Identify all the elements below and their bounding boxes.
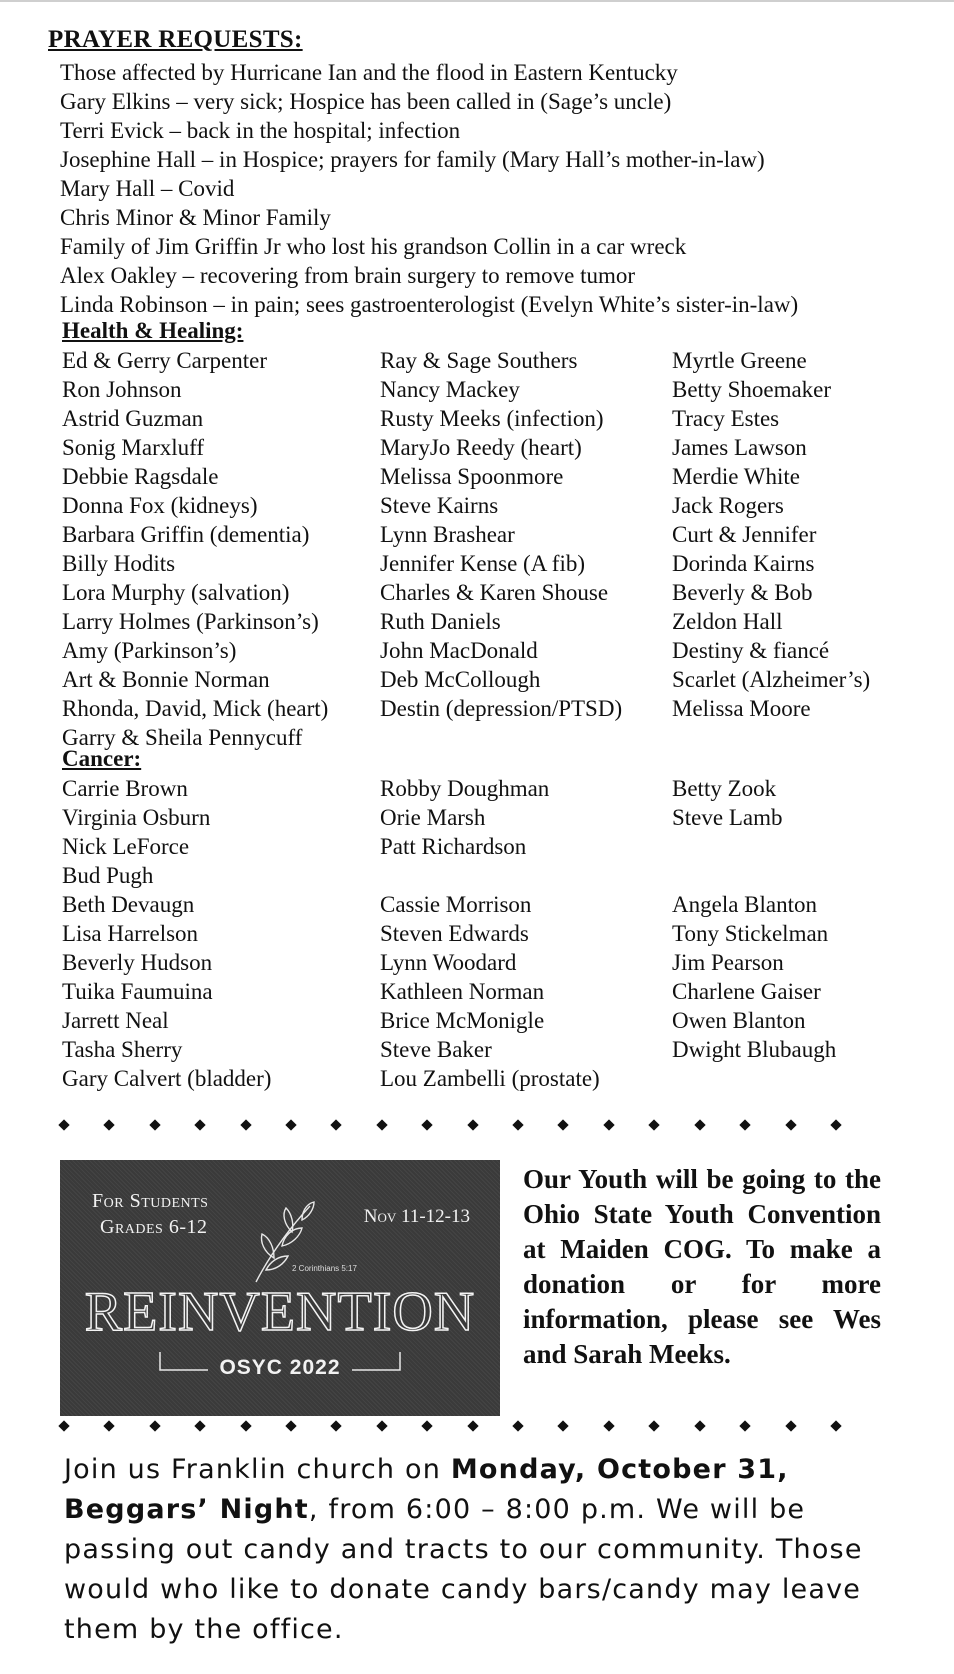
health-list-item: Steve Kairns: [380, 493, 499, 518]
health-list-item: Donna Fox (kidneys): [62, 493, 258, 518]
health-list-item: Barbara Griffin (dementia): [62, 522, 310, 547]
diamond-bullet-icon: [58, 1119, 69, 1130]
health-list-item: John MacDonald: [380, 638, 538, 663]
cancer-list-item: Dwight Blubaugh: [672, 1037, 837, 1062]
cancer-list-item: Gary Calvert (bladder): [62, 1066, 272, 1091]
cancer-list-item: Jim Pearson: [672, 950, 784, 975]
diamond-bullet-icon: [649, 1119, 660, 1130]
health-column-3: [672, 346, 870, 723]
health-list-item: Destin (depression/PTSD): [380, 696, 623, 721]
diamond-bullet-icon: [785, 1420, 796, 1431]
banner-subtitle: OSYC 2022: [219, 1356, 341, 1379]
cancer-list-item: Virginia Osburn: [62, 805, 211, 830]
health-list-item: Curt & Jennifer: [672, 522, 817, 547]
health-list-item: Dorinda Kairns: [672, 551, 815, 576]
diamond-bullet-icon: [785, 1119, 796, 1130]
cancer-list-item: Betty Zook: [672, 776, 777, 801]
banner-students-label: [92, 1188, 208, 1240]
health-list-item: Lora Murphy (salvation): [62, 580, 290, 605]
health-list-item: Betty Shoemaker: [672, 377, 832, 402]
diamond-bullet-icon: [240, 1420, 251, 1431]
cancer-group2-column-3: [672, 890, 836, 1064]
cancer-list-item: Nick LeForce: [62, 834, 190, 859]
health-list-item: Beverly & Bob: [672, 580, 813, 605]
health-list-item: Melissa Moore: [672, 696, 811, 721]
health-list-item: Ray & Sage Southers: [380, 348, 578, 373]
diamond-divider-top: [60, 1117, 840, 1133]
prayer-request-item: Terri Evick – back in the hospital; infection: [60, 118, 461, 143]
health-list-item: James Lawson: [672, 435, 807, 460]
health-list-item: Zeldon Hall: [672, 609, 783, 634]
cancer-list-item: Tasha Sherry: [62, 1037, 183, 1062]
health-list-item: Jack Rogers: [672, 493, 784, 518]
diamond-bullet-icon: [512, 1119, 523, 1130]
cancer-list-item: Robby Doughman: [380, 776, 550, 801]
announcement-text-start: Join us Franklin church on: [64, 1454, 451, 1485]
prayer-requests-heading: PRAYER REQUESTS:: [48, 26, 303, 53]
cancer-group1-column-1: [62, 774, 210, 890]
health-list-item: Merdie White: [672, 464, 800, 489]
cancer-heading: Cancer:: [62, 746, 142, 771]
health-column-1: [62, 346, 328, 752]
health-list-item: Larry Holmes (Parkinson’s): [62, 609, 319, 634]
health-list-item: Garry & Sheila Pennycuff: [62, 725, 303, 750]
health-list-item: Tracy Estes: [672, 406, 780, 431]
diamond-bullet-icon: [285, 1420, 296, 1431]
diamond-bullet-icon: [830, 1119, 841, 1130]
prayer-request-item: Those affected by Hurricane Ian and the flood in Eastern Kentucky: [60, 60, 678, 85]
health-list-item: MaryJo Reedy (heart): [380, 435, 582, 460]
health-list-item: Art & Bonnie Norman: [62, 667, 270, 692]
health-list-item: Ron Johnson: [62, 377, 182, 402]
cancer-list-item: Lou Zambelli (prostate): [380, 1066, 600, 1091]
cancer-list-item: Bud Pugh: [62, 863, 154, 888]
prayer-request-item: Gary Elkins – very sick; Hospice has been called in (Sage’s uncle): [60, 89, 672, 114]
cancer-list-item: Carrie Brown: [62, 776, 188, 801]
banner-grades-line: Grades 6-12: [100, 1216, 208, 1238]
health-list-item: Jennifer Kense (A fib): [380, 551, 586, 576]
cancer-group2-column-1: [62, 890, 271, 1093]
health-list-item: Astrid Guzman: [62, 406, 204, 431]
diamond-bullet-icon: [694, 1420, 705, 1431]
diamond-bullet-icon: [195, 1119, 206, 1130]
cancer-group1-column-3: [672, 774, 783, 832]
cancer-list-item: Cassie Morrison: [380, 892, 532, 917]
diamond-bullet-icon: [285, 1119, 296, 1130]
diamond-bullet-icon: [331, 1119, 342, 1130]
health-list-item: Rhonda, David, Mick (heart): [62, 696, 329, 721]
cancer-list-item: Brice McMonigle: [380, 1008, 545, 1033]
diamond-bullet-icon: [558, 1420, 569, 1431]
cancer-list-item: Lynn Woodard: [380, 950, 517, 975]
diamond-bullet-icon: [512, 1420, 523, 1431]
cancer-list-item: Orie Marsh: [380, 805, 486, 830]
health-list-item: Sonig Marxluff: [62, 435, 205, 460]
diamond-bullet-icon: [467, 1119, 478, 1130]
diamond-bullet-icon: [376, 1119, 387, 1130]
health-list-item: Lynn Brashear: [380, 522, 515, 547]
banner-verse: 2 Corinthians 5:17: [292, 1264, 357, 1273]
cancer-group1-column-2: [380, 774, 549, 861]
prayer-request-item: Chris Minor & Minor Family: [60, 205, 331, 230]
diamond-bullet-icon: [694, 1119, 705, 1130]
health-list-item: Debbie Ragsdale: [62, 464, 219, 489]
cancer-list-item: Jarrett Neal: [62, 1008, 169, 1033]
diamond-bullet-icon: [830, 1420, 841, 1431]
diamond-bullet-icon: [149, 1119, 160, 1130]
health-list-item: Deb McCollough: [380, 667, 541, 692]
health-list-item: Ruth Daniels: [380, 609, 501, 634]
health-list-item: Charles & Karen Shouse: [380, 580, 609, 605]
prayer-request-item: Josephine Hall – in Hospice; prayers for family (Mary Hall’s mother-in-law): [60, 147, 765, 172]
health-list-item: Myrtle Greene: [672, 348, 807, 373]
cancer-list-item: Lisa Harrelson: [62, 921, 199, 946]
diamond-bullet-icon: [739, 1119, 750, 1130]
prayer-request-item: Mary Hall – Covid: [60, 176, 235, 201]
cancer-list-item: Beverly Hudson: [62, 950, 213, 975]
health-column-2: [380, 346, 622, 723]
diamond-divider-bottom: [60, 1418, 840, 1434]
announcement-date-bold: Monday, October 31, Beggars’ Night: [64, 1454, 789, 1525]
cancer-list-item: Beth Devaugn: [62, 892, 195, 917]
diamond-bullet-icon: [422, 1119, 433, 1130]
health-list-item: Nancy Mackey: [380, 377, 520, 402]
diamond-bullet-icon: [58, 1420, 69, 1431]
health-list-item: Billy Hodits: [62, 551, 176, 576]
prayer-request-item: Family of Jim Griffin Jr who lost his grandson Collin in a car wreck: [60, 234, 687, 259]
cancer-list-item: Tony Stickelman: [672, 921, 829, 946]
prayer-request-item: Linda Robinson – in pain; sees gastroenterologist (Evelyn White’s sister-in-law): [60, 292, 799, 317]
beggars-night-announcement: [64, 1450, 884, 1650]
cancer-group2-column-2: [380, 890, 600, 1093]
cancer-list-item: Owen Blanton: [672, 1008, 806, 1033]
banner-title: REINVENTION: [84, 1281, 476, 1343]
diamond-bullet-icon: [649, 1420, 660, 1431]
cancer-list-item: Steve Baker: [380, 1037, 492, 1062]
diamond-bullet-icon: [149, 1420, 160, 1431]
diamond-bullet-icon: [240, 1119, 251, 1130]
health-healing-heading: Health & Healing:: [62, 318, 244, 343]
announcement-text-end: , from 6:00 – 8:00 p.m. We will be passing out candy and tracts to our community. Those would who like to donate candy bars/candy may leave them by the office.: [64, 1494, 863, 1645]
cancer-list-item: Angela Blanton: [672, 892, 817, 917]
cancer-list-item: Steven Edwards: [380, 921, 529, 946]
health-list-item: Destiny & fiancé: [672, 638, 830, 663]
cancer-list-item: Kathleen Norman: [380, 979, 545, 1004]
diamond-bullet-icon: [331, 1420, 342, 1431]
health-list-item: Ed & Gerry Carpenter: [62, 348, 268, 373]
diamond-bullet-icon: [104, 1420, 115, 1431]
diamond-bullet-icon: [195, 1420, 206, 1431]
diamond-bullet-icon: [104, 1119, 115, 1130]
cancer-list-item: Charlene Gaiser: [672, 979, 821, 1004]
top-border: [0, 0, 954, 2]
cancer-list-item: Tuika Faumuina: [62, 979, 213, 1004]
reinvention-banner: [60, 1160, 500, 1416]
banner-students-line: For Students: [92, 1190, 209, 1212]
cancer-list-item: Patt Richardson: [380, 834, 527, 859]
diamond-bullet-icon: [376, 1420, 387, 1431]
banner-dates: Nov 11-12-13: [363, 1206, 470, 1227]
health-list-item: Scarlet (Alzheimer’s): [672, 667, 871, 692]
cancer-list-item: Steve Lamb: [672, 805, 783, 830]
diamond-bullet-icon: [467, 1420, 478, 1431]
diamond-bullet-icon: [422, 1420, 433, 1431]
health-list-item: Melissa Spoonmore: [380, 464, 564, 489]
diamond-bullet-icon: [603, 1119, 614, 1130]
diamond-bullet-icon: [558, 1119, 569, 1130]
prayer-request-item: Alex Oakley – recovering from brain surgery to remove tumor: [60, 263, 636, 288]
youth-convention-text: Our Youth will be going to the Ohio State Youth Convention at Maiden COG. To make a donation or for more information, please see Wes and Sarah Meeks.: [523, 1164, 881, 1369]
diamond-bullet-icon: [603, 1420, 614, 1431]
health-list-item: Rusty Meeks (infection): [380, 406, 604, 431]
prayer-requests-list: [60, 58, 798, 319]
diamond-bullet-icon: [739, 1420, 750, 1431]
health-list-item: Amy (Parkinson’s): [62, 638, 237, 663]
